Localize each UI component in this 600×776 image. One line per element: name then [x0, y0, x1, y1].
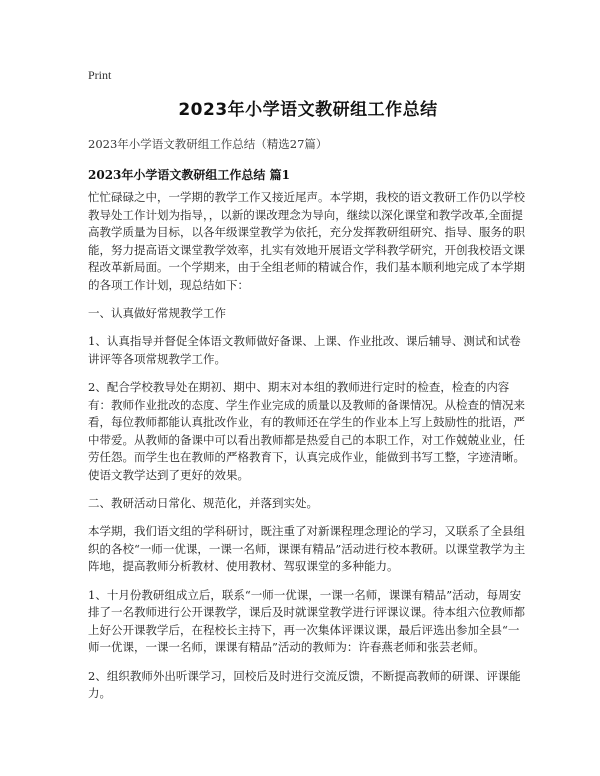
paragraph-1: 1、认真指导并督促全体语文教师做好备课、上课、作业批改、课后辅导、测试和试卷讲评等各项常规教学工作。: [88, 334, 521, 366]
print-link[interactable]: Print: [88, 68, 112, 82]
paragraph-2: 2、配合学校教导处在期初、期中、期末对本组的教师进行定时的检查，检查的内容有：教师作业批改的态度、学生作业完成的质量以及教师的备课情况。从检查的情况来看，每位教师都能认真批改作业，有的教师还在学生的作业本上写上鼓励性的批语，严中带爱。从教师的备课中可以看出教师都是热爱自己的本职工作，对工作兢兢业业，任劳任怨。而学生也在教师的严格教育下，认真完成作业，能做到书写工整，字迹清晰。使语文教学达到了更好的效果。: [88, 380, 525, 482]
intro-paragraph: 忙忙碌碌之中，一学期的教学工作又接近尾声。本学期，我校的语文教研工作仍以学校教导处工作计划为指导，，以新的课改理念为导向，继续以深化课堂和教学改革,全面提高教学质量为目标，以各年级课堂教学为依托，充分发挥教研组研究、指导、服务的职能，努力提高语文课堂教学效率，扎实有效地开展语文学科教学研究，开创我校语文课程改革新局面。一个学期来，由于全组老师的精诚合作，我们基本顺利地完成了本学期的各项工作计划，现总结如下：: [88, 190, 525, 292]
paragraph-3: 本学期，我们语文组的学科研讨，既注重了对新课程理念理论的学习，又联系了全县组织的各校“一师一优课，一课一名师，课课有精品”活动进行校本教研。以课堂教学为主阵地，提高教师分析教材、使用教材、驾驭课堂的多种能力。: [88, 524, 526, 573]
section-title: 2023年小学语文教研组工作总结 篇1: [88, 168, 290, 182]
document-page: [88, 68, 528, 714]
document-subtitle: 2023年小学语文教研组工作总结（精选27篇）: [88, 137, 328, 151]
paragraph-4: 1、十月份教研组成立后，联系“一师一优课，一课一名师，课课有精品”活动，每周安排了一名教师进行公开课教学，课后及时就课堂教学进行评课议课。待本组六位教师都上好公开课教学后，在程校长主持下，再一次集体评课议课，最后评选出参加全县“一师一优课，一课一名师，课课有精品”活动的教师为：许春燕老师和张芸老师。: [88, 587, 525, 654]
document-title: 2023年小学语文教研组工作总结: [178, 100, 438, 120]
heading-research-activities: 二、教研活动日常化、规范化，并落到实处。: [88, 496, 318, 510]
paragraph-5: 2、组织教师外出听课学习，回校后及时进行交流反馈，不断提高教师的研课、评课能力。: [88, 668, 521, 700]
heading-routine-teaching: 一、认真做好常规教学工作: [88, 306, 226, 320]
